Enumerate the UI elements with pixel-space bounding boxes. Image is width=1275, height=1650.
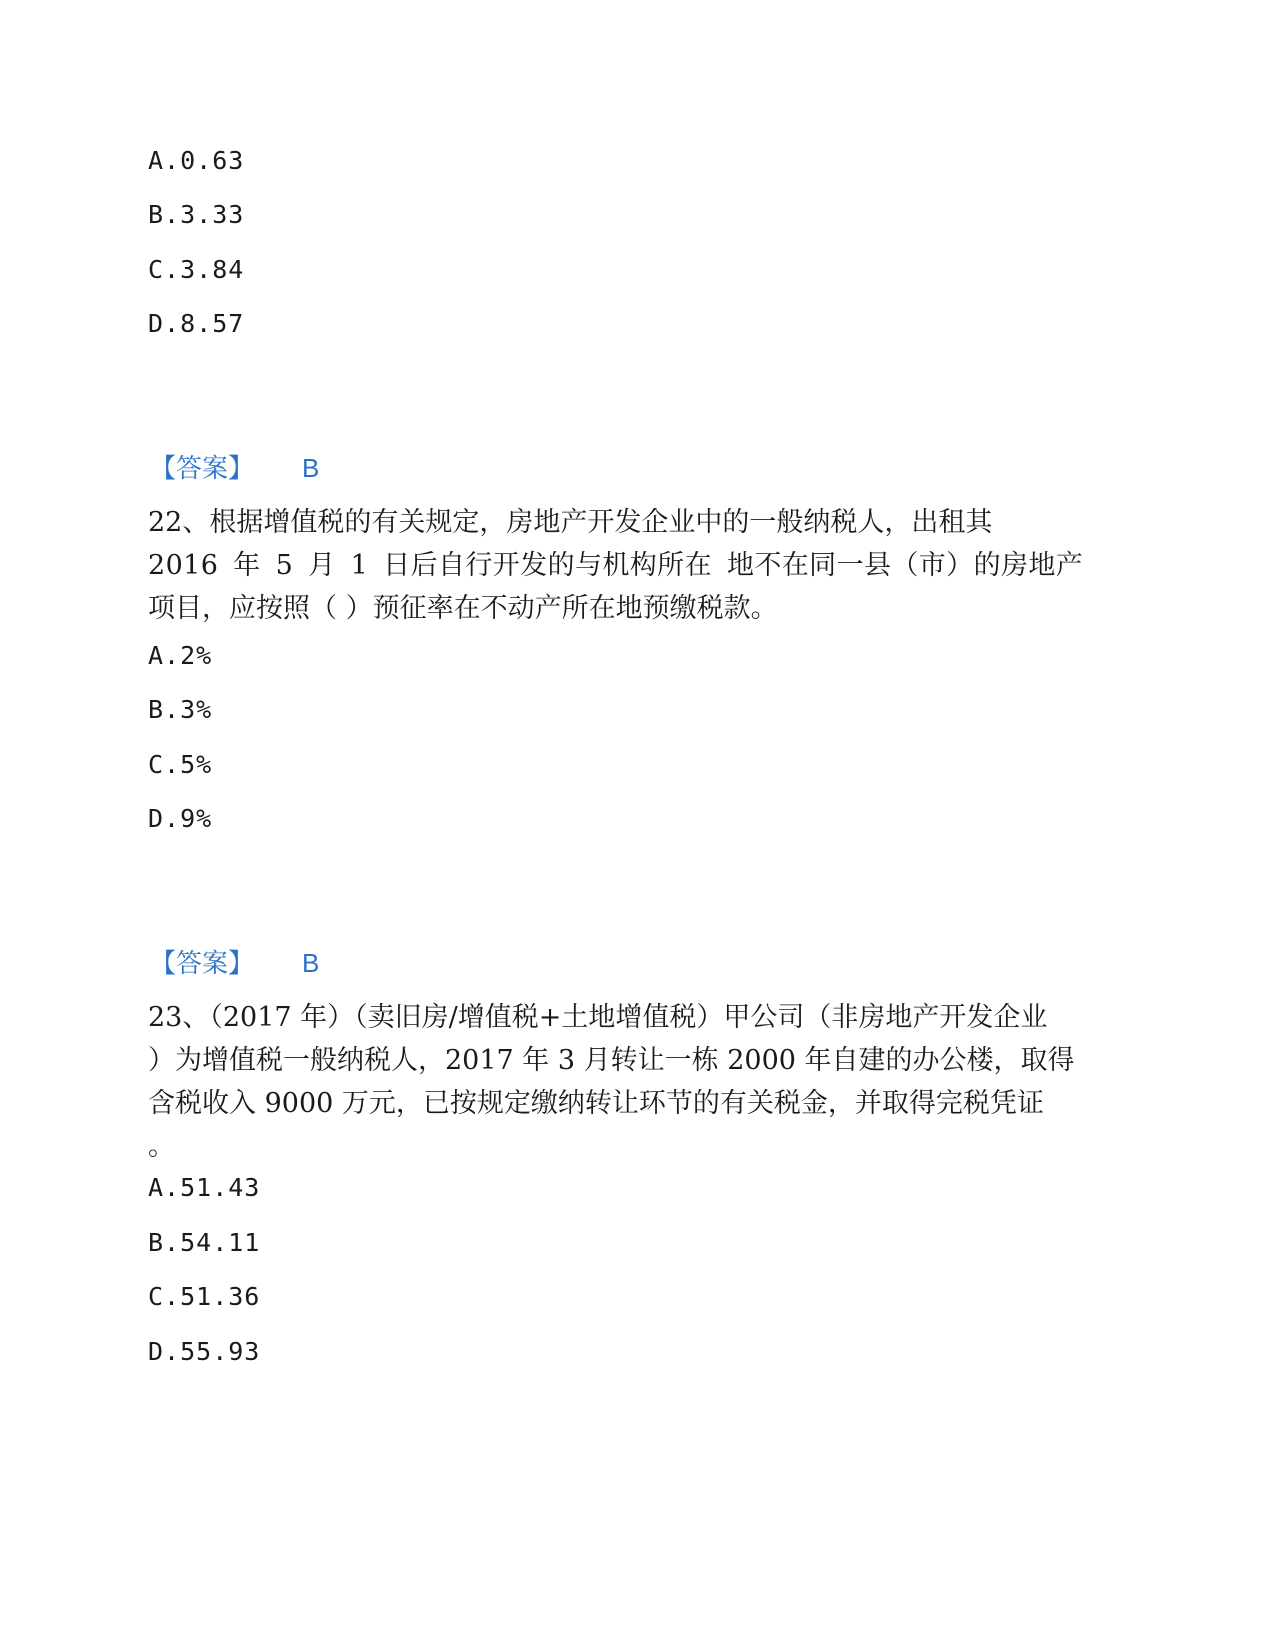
answer-value: B xyxy=(302,948,320,978)
option-b: B.3.33 xyxy=(148,200,245,229)
answer-label: 【答案】 xyxy=(150,454,255,484)
question-23-line: 23、（2017 年）（卖旧房/增值税+土地增值税）甲公司（非房地产开发企业 xyxy=(148,1002,1048,1033)
option-a: A.51.43 xyxy=(148,1173,261,1202)
question-22-line: 项目，应按照（ ）预征率在不动产所在地预缴税款。 xyxy=(148,593,778,624)
option-c: C.5% xyxy=(148,750,213,779)
option-a: A.0.63 xyxy=(148,146,245,175)
option-c: C.3.84 xyxy=(148,255,245,284)
option-a: A.2% xyxy=(148,641,213,670)
option-b: B.54.11 xyxy=(148,1228,261,1257)
answer-value: B xyxy=(302,453,320,483)
question-23 xyxy=(148,996,1123,1168)
question-22-line: 2016 年 5 月 1 日后自行开发的与机构所在 地不在同一县（市）的房地产 xyxy=(148,550,1084,581)
answer-label: 【答案】 xyxy=(150,949,255,979)
answer-line xyxy=(150,452,319,485)
option-b: B.3% xyxy=(148,695,213,724)
question-22-line: 22、根据增值税的有关规定，房地产开发企业中的一般纳税人，出租其 xyxy=(148,507,993,538)
option-d: D.8.57 xyxy=(148,309,245,338)
option-d: D.9% xyxy=(148,804,213,833)
option-d: D.55.93 xyxy=(148,1337,261,1366)
question-23-line: 含税收入 9000 万元，已按规定缴纳转让环节的有关税金，并取得完税凭证 xyxy=(148,1088,1044,1119)
question-23-line: 。 xyxy=(148,1131,175,1162)
option-c: C.51.36 xyxy=(148,1282,261,1311)
question-22 xyxy=(148,501,1123,630)
question-23-line: ）为增值税一般纳税人，2017 年 3 月转让一栋 2000 年自建的办公楼，取得 xyxy=(148,1045,1075,1076)
answer-line xyxy=(150,947,319,980)
